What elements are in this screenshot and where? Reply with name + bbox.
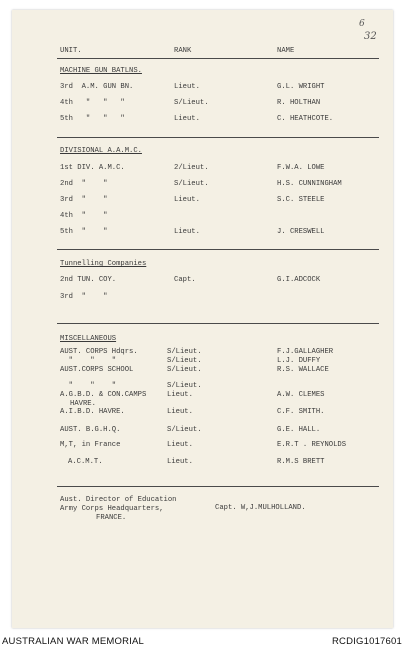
page-annotation: 6 [359, 19, 365, 29]
row-name: R. HOLTHAN [277, 99, 321, 107]
row-rank: Lieut. [174, 196, 200, 204]
row-rank: S/Lieut. [167, 382, 202, 390]
row-unit: AUST. B.G.H.Q. [60, 426, 121, 434]
row-rank: S/Lieut. [167, 357, 202, 365]
row-name: J. CRESWELL [277, 228, 325, 236]
closing-line: Army Corps Headquarters, [60, 505, 164, 513]
row-unit: A.C.M.T. [68, 458, 103, 466]
row-rank: Lieut. [167, 408, 193, 416]
row-unit: 4th " " [60, 212, 108, 220]
row-unit: " " " [60, 357, 117, 365]
row-unit: A.I.B.D. HAVRE. [60, 408, 125, 416]
section-title: DIVISIONAL A.A.M.C. [60, 147, 142, 155]
row-unit: 5th " " " [60, 115, 125, 123]
section-rule [57, 486, 379, 487]
row-rank: Lieut. [167, 441, 193, 449]
row-unit: 2nd TUN. COY. [60, 276, 117, 284]
row-rank: S/Lieut. [174, 99, 209, 107]
section-title: Tunnelling Companies [60, 260, 147, 268]
row-rank: Lieut. [174, 83, 200, 91]
row-name: A.W. CLEMES [277, 391, 325, 399]
row-unit: AUST.CORPS SCHOOL [60, 366, 134, 374]
closing-appointee: Capt. W,J.MULHOLLAND. [215, 504, 306, 512]
section-title: MACHINE GUN BATLNS. [60, 67, 142, 75]
row-unit: 3rd " " [60, 196, 108, 204]
row-unit: AUST. CORPS Hdqrs. [60, 348, 138, 356]
row-unit: 1st DIV. A.M.C. [60, 164, 125, 172]
row-name: L.J. DUFFY [277, 357, 321, 365]
header-name: NAME [277, 47, 295, 55]
row-unit: " " " [60, 382, 117, 390]
row-unit: 2nd " " [60, 180, 108, 188]
row-unit: A.G.B.D. & CON.CAMPS [60, 391, 147, 399]
row-name: F.J.GALLAGHER [277, 348, 334, 356]
document-page [12, 10, 393, 628]
row-rank: Lieut. [174, 228, 200, 236]
row-name: G.E. HALL. [277, 426, 321, 434]
row-rank: 2/Lieut. [174, 164, 209, 172]
row-name: C. HEATHCOTE. [277, 115, 334, 123]
row-rank: Lieut. [167, 391, 193, 399]
row-name: S.C. STEELE [277, 196, 325, 204]
section-title: MISCELLANEOUS [60, 335, 117, 343]
row-rank: Lieut. [167, 458, 193, 466]
row-name: H.S. CUNNINGHAM [277, 180, 342, 188]
section-rule [57, 137, 379, 138]
footer-reference: RCDIG1017601 [332, 636, 402, 647]
row-name: G.L. WRIGHT [277, 83, 325, 91]
row-unit: 5th " " [60, 228, 108, 236]
footer-source: AUSTRALIAN WAR MEMORIAL [2, 636, 145, 647]
row-name: C.F. SMITH. [277, 408, 325, 416]
row-unit: M,T, in France [60, 441, 121, 449]
row-rank: S/Lieut. [167, 366, 202, 374]
row-rank: Lieut. [174, 115, 200, 123]
row-name: E.R.T . REYNOLDS [277, 441, 347, 449]
closing-line: FRANCE. [96, 514, 127, 522]
row-rank: S/Lieut. [167, 426, 202, 434]
row-unit-continuation: HAVRE. [70, 400, 96, 408]
section-rule [57, 249, 379, 250]
row-unit: 4th " " " [60, 99, 125, 107]
row-unit: 3rd " " [60, 293, 108, 301]
row-unit: 3rd A.M. GUN BN. [60, 83, 134, 91]
row-name: R.M.S BRETT [277, 458, 325, 466]
row-name: G.I.ADCOCK [277, 276, 321, 284]
row-rank: S/Lieut. [167, 348, 202, 356]
section-rule [57, 323, 379, 324]
header-rank: RANK [174, 47, 192, 55]
row-name: R.S. WALLACE [277, 366, 329, 374]
header-unit: UNIT. [60, 47, 82, 55]
row-rank: S/Lieut. [174, 180, 209, 188]
header-rule [57, 58, 379, 59]
row-rank: Capt. [174, 276, 196, 284]
folio-number: 32 [364, 31, 377, 42]
row-name: F.W.A. LOWE [277, 164, 325, 172]
closing-line: Aust. Director of Education [60, 496, 177, 504]
